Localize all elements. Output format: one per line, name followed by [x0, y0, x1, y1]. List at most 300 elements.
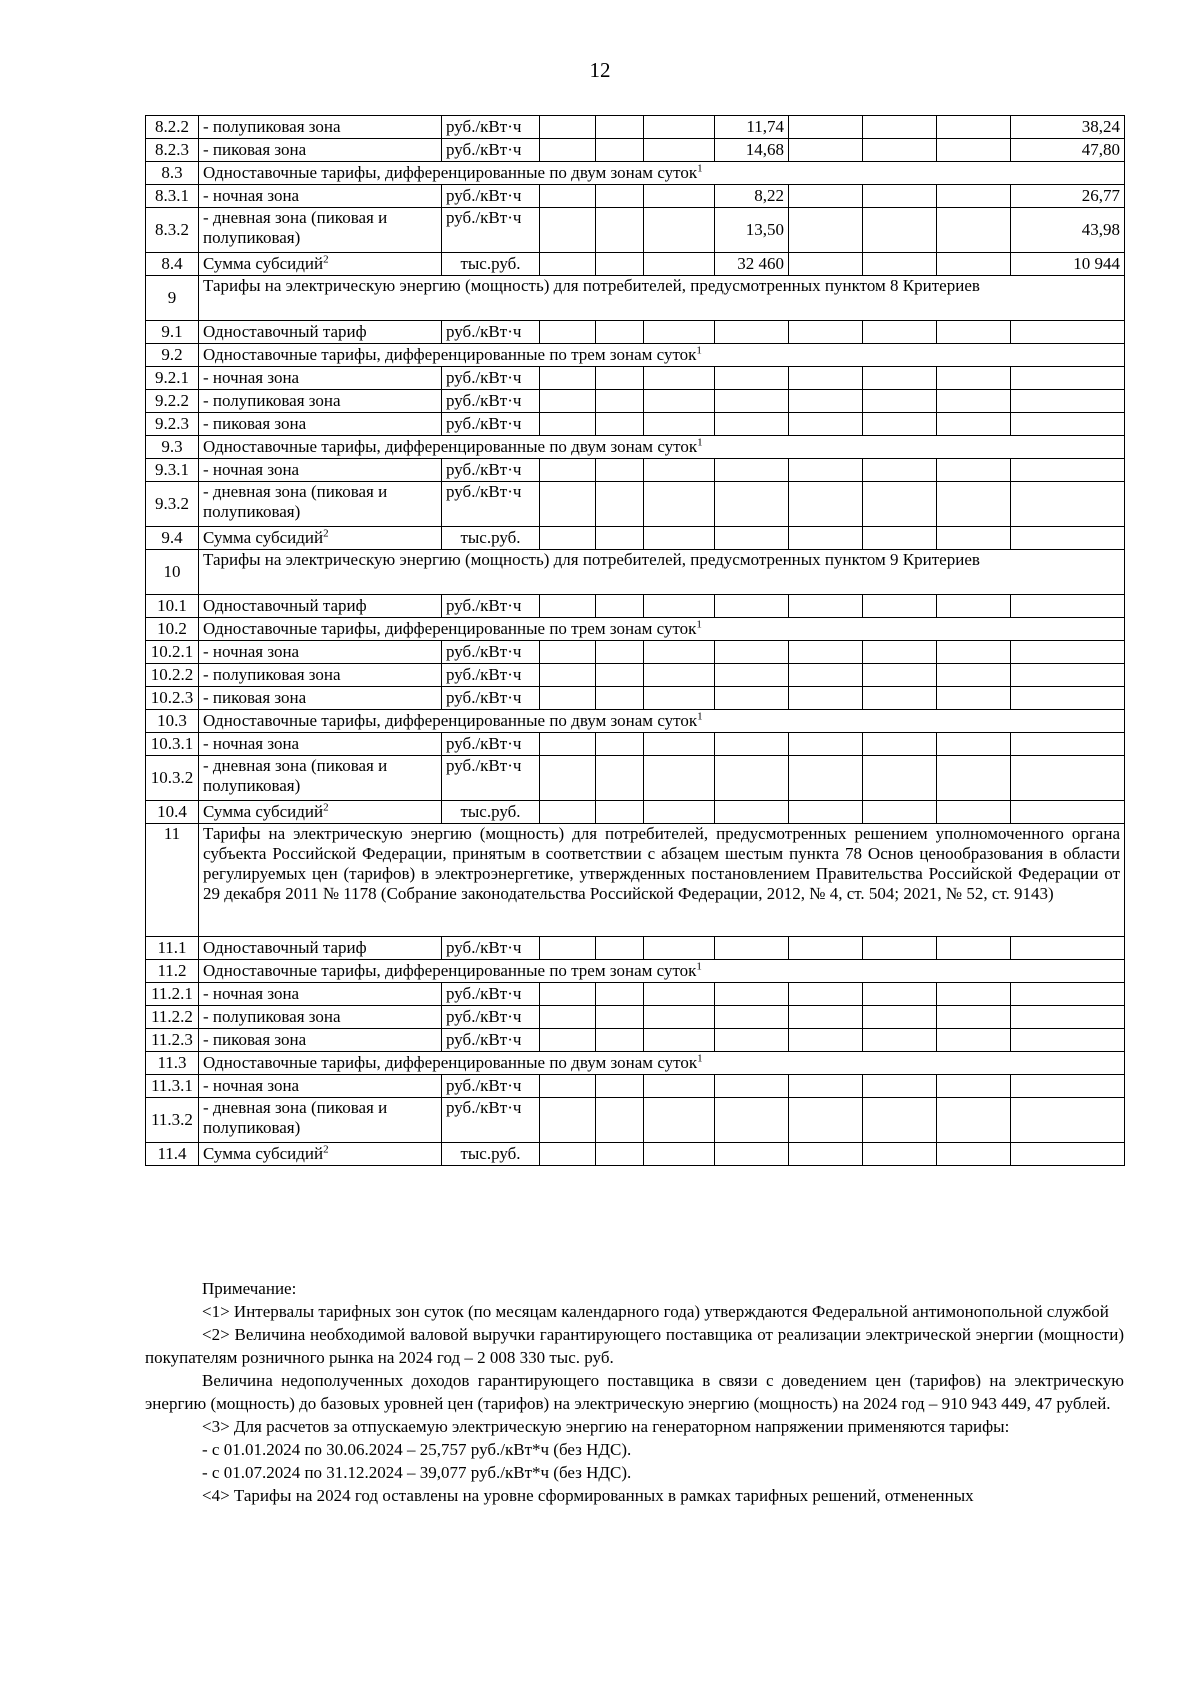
- table-row: [146, 687, 1125, 710]
- value-cell: [715, 756, 789, 801]
- table-row: [146, 139, 1125, 162]
- row-unit: руб./кВт·ч: [442, 208, 540, 253]
- row-unit: тыс.руб.: [442, 801, 540, 824]
- row-name: [199, 413, 442, 436]
- table-row: [146, 1006, 1125, 1029]
- row-number: 10.3.2: [146, 756, 199, 801]
- value-cell: [1011, 1029, 1125, 1052]
- value-cell: [863, 139, 937, 162]
- row-section-title: [199, 344, 1125, 367]
- value-cell: [596, 482, 644, 527]
- value-cell: [789, 139, 863, 162]
- value-cell: [540, 208, 596, 253]
- value-cell: [937, 208, 1011, 253]
- value-cell: [540, 459, 596, 482]
- footnote-ref: 2: [323, 527, 329, 540]
- value-cell: [937, 733, 1011, 756]
- table-row: [146, 116, 1125, 139]
- table-row: [146, 344, 1125, 367]
- row-unit: руб./кВт·ч: [442, 983, 540, 1006]
- row-number: 9.2.1: [146, 367, 199, 390]
- row-name: [199, 1075, 442, 1098]
- value-cell: [715, 1098, 789, 1143]
- value-cell: [644, 321, 715, 344]
- table-row: [146, 253, 1125, 276]
- value-cell: [863, 687, 937, 710]
- value-cell: [937, 664, 1011, 687]
- value-cell: [1011, 1143, 1125, 1166]
- value-cell: [644, 1098, 715, 1143]
- value-cell: [863, 1143, 937, 1166]
- value-cell: [540, 664, 596, 687]
- row-name-text: - ночная зона: [203, 642, 300, 661]
- row-section-title: [199, 824, 1125, 937]
- row-name-text: - ночная зона: [203, 460, 300, 479]
- table-row: [146, 960, 1125, 983]
- value-cell: [596, 208, 644, 253]
- value-cell: [540, 185, 596, 208]
- row-name-text: Сумма субсидий: [203, 802, 324, 821]
- value-cell: [596, 801, 644, 824]
- row-number: 10.3: [146, 710, 199, 733]
- section-title-text: Одноставочные тарифы, дифференцированные по двум зонам суток: [203, 1053, 698, 1072]
- row-unit: руб./кВт·ч: [442, 664, 540, 687]
- footnote-ref: 2: [323, 801, 329, 814]
- row-name-text: - дневная зона (пиковая и полупиковая): [203, 756, 388, 795]
- row-name: [199, 367, 442, 390]
- table-row: [146, 390, 1125, 413]
- row-number: 9.1: [146, 321, 199, 344]
- value-cell: [937, 1006, 1011, 1029]
- value-cell: [863, 733, 937, 756]
- tariff-table: [145, 115, 1125, 1166]
- value-cell: [715, 413, 789, 436]
- row-section-title: [199, 276, 1125, 321]
- section-title-text: Одноставочные тарифы, дифференцированные по трем зонам суток: [203, 345, 697, 364]
- value-cell: [789, 482, 863, 527]
- value-cell: [937, 459, 1011, 482]
- row-name: [199, 801, 442, 824]
- value-cell: [596, 756, 644, 801]
- footnote-ref: 1: [697, 710, 703, 723]
- value-cell: [863, 983, 937, 1006]
- row-name: [199, 390, 442, 413]
- footnote-ref: 1: [697, 1052, 703, 1065]
- row-unit: руб./кВт·ч: [442, 459, 540, 482]
- table-row: [146, 276, 1125, 321]
- row-number: 11.3: [146, 1052, 199, 1075]
- row-name-text: - ночная зона: [203, 734, 300, 753]
- row-name: [199, 595, 442, 618]
- value-cell: [540, 367, 596, 390]
- value-cell: [1011, 482, 1125, 527]
- row-number: 10.2.3: [146, 687, 199, 710]
- value-cell: [789, 208, 863, 253]
- value-cell: [644, 185, 715, 208]
- value-cell: [596, 367, 644, 390]
- value-cell: [863, 208, 937, 253]
- value-cell: [644, 413, 715, 436]
- value-cell: [863, 413, 937, 436]
- value-cell: [789, 459, 863, 482]
- row-name: [199, 185, 442, 208]
- row-name-text: - ночная зона: [203, 186, 300, 205]
- value-cell: [937, 641, 1011, 664]
- row-name: [199, 208, 442, 253]
- value-cell: [715, 367, 789, 390]
- value-cell: [789, 321, 863, 344]
- value-cell: [644, 208, 715, 253]
- value-cell: [863, 116, 937, 139]
- row-name-text: - ночная зона: [203, 1076, 300, 1095]
- row-name: [199, 1006, 442, 1029]
- value-cell: [540, 1143, 596, 1166]
- value-cell: [1011, 527, 1125, 550]
- value-cell: [644, 664, 715, 687]
- value-cell: [540, 687, 596, 710]
- value-cell: [937, 983, 1011, 1006]
- value-cell: [540, 482, 596, 527]
- value-cell: 13,50: [715, 208, 789, 253]
- row-number: 10.2.2: [146, 664, 199, 687]
- value-cell: [644, 1075, 715, 1098]
- row-number: 10.2.1: [146, 641, 199, 664]
- row-unit: руб./кВт·ч: [442, 185, 540, 208]
- row-name: [199, 139, 442, 162]
- table-row: [146, 208, 1125, 253]
- row-name-text: - дневная зона (пиковая и полупиковая): [203, 482, 388, 521]
- value-cell: [937, 116, 1011, 139]
- table-row: [146, 618, 1125, 641]
- note-2-continuation: Величина недополученных доходов гарантирующего поставщика в связи с доведением цен (тарифов) на электрическую энергию (мощность) до базовых уровней цен (тарифов) на электрическую энергию (мощность) на 2024 год – 910 943 449, 47 рублей.: [145, 1371, 1124, 1413]
- row-name-text: Сумма субсидий: [203, 528, 324, 547]
- value-cell: [863, 1098, 937, 1143]
- value-cell: [863, 595, 937, 618]
- value-cell: [937, 413, 1011, 436]
- value-cell: [596, 641, 644, 664]
- value-cell: [789, 641, 863, 664]
- value-cell: [644, 983, 715, 1006]
- value-cell: [863, 459, 937, 482]
- note-4: <4> Тарифы на 2024 год оставлены на уровне сформированных в рамках тарифных решений, отмененных: [202, 1486, 974, 1505]
- row-section-title: [199, 162, 1125, 185]
- row-number: 10.1: [146, 595, 199, 618]
- value-cell: [644, 253, 715, 276]
- value-cell: [1011, 1006, 1125, 1029]
- row-unit: тыс.руб.: [442, 253, 540, 276]
- row-number: 11: [146, 824, 199, 937]
- value-cell: [540, 1075, 596, 1098]
- value-cell: [789, 367, 863, 390]
- value-cell: [596, 595, 644, 618]
- value-cell: [715, 983, 789, 1006]
- value-cell: [596, 390, 644, 413]
- table-row: [146, 413, 1125, 436]
- value-cell: [715, 482, 789, 527]
- value-cell: [644, 937, 715, 960]
- row-section-title: [199, 436, 1125, 459]
- row-name: [199, 664, 442, 687]
- value-cell: [789, 687, 863, 710]
- value-cell: 10 944: [1011, 253, 1125, 276]
- value-cell: [937, 937, 1011, 960]
- row-number: 11.3.2: [146, 1098, 199, 1143]
- value-cell: [789, 185, 863, 208]
- row-name-text: - дневная зона (пиковая и полупиковая): [203, 208, 388, 247]
- value-cell: [1011, 937, 1125, 960]
- value-cell: [540, 1098, 596, 1143]
- value-cell: [1011, 687, 1125, 710]
- tariff-table-body: [146, 116, 1125, 1166]
- value-cell: [789, 253, 863, 276]
- value-cell: [1011, 459, 1125, 482]
- row-number: 11.2.1: [146, 983, 199, 1006]
- table-row: [146, 162, 1125, 185]
- row-number: 9.3: [146, 436, 199, 459]
- row-section-title: [199, 1052, 1125, 1075]
- value-cell: [1011, 321, 1125, 344]
- value-cell: [644, 733, 715, 756]
- value-cell: [540, 983, 596, 1006]
- table-row: [146, 733, 1125, 756]
- table-row: [146, 1143, 1125, 1166]
- value-cell: [715, 595, 789, 618]
- value-cell: [644, 116, 715, 139]
- value-cell: [1011, 1098, 1125, 1143]
- value-cell: [863, 937, 937, 960]
- value-cell: [937, 687, 1011, 710]
- value-cell: [715, 664, 789, 687]
- value-cell: [937, 1075, 1011, 1098]
- value-cell: [715, 801, 789, 824]
- value-cell: [789, 413, 863, 436]
- value-cell: [1011, 367, 1125, 390]
- row-unit: руб./кВт·ч: [442, 367, 540, 390]
- value-cell: [863, 1006, 937, 1029]
- table-row: [146, 937, 1125, 960]
- row-unit: руб./кВт·ч: [442, 1006, 540, 1029]
- value-cell: [863, 321, 937, 344]
- row-number: 11.2: [146, 960, 199, 983]
- table-row: [146, 756, 1125, 801]
- value-cell: [540, 139, 596, 162]
- value-cell: [540, 116, 596, 139]
- row-unit: тыс.руб.: [442, 1143, 540, 1166]
- value-cell: [596, 983, 644, 1006]
- row-name-text: - ночная зона: [203, 368, 300, 387]
- row-unit: руб./кВт·ч: [442, 1075, 540, 1098]
- value-cell: [540, 756, 596, 801]
- value-cell: [596, 937, 644, 960]
- row-name-text: Одноставочный тариф: [203, 596, 367, 615]
- value-cell: [863, 641, 937, 664]
- value-cell: [715, 641, 789, 664]
- row-unit: руб./кВт·ч: [442, 321, 540, 344]
- value-cell: [863, 1029, 937, 1052]
- table-row: [146, 482, 1125, 527]
- value-cell: [715, 527, 789, 550]
- row-number: 9.2.2: [146, 390, 199, 413]
- value-cell: 11,74: [715, 116, 789, 139]
- value-cell: [596, 116, 644, 139]
- row-name: [199, 321, 442, 344]
- footnote-ref: 1: [697, 436, 703, 449]
- value-cell: [644, 595, 715, 618]
- table-row: [146, 367, 1125, 390]
- row-number: 10: [146, 550, 199, 595]
- row-unit: руб./кВт·ч: [442, 641, 540, 664]
- page-number: 12: [589, 58, 611, 82]
- row-number: 11.2.2: [146, 1006, 199, 1029]
- row-section-title: [199, 710, 1125, 733]
- value-cell: [789, 1029, 863, 1052]
- row-number: 8.3.2: [146, 208, 199, 253]
- table-row: [146, 550, 1125, 595]
- value-cell: [644, 1029, 715, 1052]
- row-unit: руб./кВт·ч: [442, 1029, 540, 1052]
- row-section-title: [199, 618, 1125, 641]
- row-number: 8.3: [146, 162, 199, 185]
- section-title-text: Одноставочные тарифы, дифференцированные по двум зонам суток: [203, 163, 698, 182]
- row-number: 11.3.1: [146, 1075, 199, 1098]
- table-row: [146, 641, 1125, 664]
- note-2: <2> Величина необходимой валовой выручки гарантирующего поставщика от реализации электрической энергии (мощности) покупателям розничного рынка на 2024 год – 2 008 330 тыс. руб.: [145, 1325, 1124, 1367]
- table-row: [146, 436, 1125, 459]
- section-title-text: Одноставочные тарифы, дифференцированные по двум зонам суток: [203, 437, 698, 456]
- value-cell: [644, 756, 715, 801]
- value-cell: [644, 1143, 715, 1166]
- row-number: 11.2.3: [146, 1029, 199, 1052]
- value-cell: [644, 139, 715, 162]
- table-row: [146, 710, 1125, 733]
- value-cell: [863, 253, 937, 276]
- section-title-text: Одноставочные тарифы, дифференцированные по трем зонам суток: [203, 961, 697, 980]
- row-name-text: - пиковая зона: [203, 414, 307, 433]
- value-cell: 32 460: [715, 253, 789, 276]
- table-row: [146, 1029, 1125, 1052]
- row-unit: руб./кВт·ч: [442, 390, 540, 413]
- value-cell: [937, 482, 1011, 527]
- row-number: 8.3.1: [146, 185, 199, 208]
- value-cell: [1011, 390, 1125, 413]
- row-unit: руб./кВт·ч: [442, 116, 540, 139]
- row-name-text: - пиковая зона: [203, 688, 307, 707]
- value-cell: [596, 733, 644, 756]
- value-cell: [937, 367, 1011, 390]
- value-cell: [596, 687, 644, 710]
- row-name: [199, 687, 442, 710]
- value-cell: [596, 253, 644, 276]
- footnote-ref: 1: [696, 618, 702, 631]
- section-title-text: Тарифы на электрическую энергию (мощность) для потребителей, предусмотренных пунктом 9 Критериев: [203, 550, 980, 569]
- row-name: [199, 1029, 442, 1052]
- value-cell: [789, 1098, 863, 1143]
- value-cell: [937, 321, 1011, 344]
- row-name: [199, 1143, 442, 1166]
- value-cell: 38,24: [1011, 116, 1125, 139]
- note-3-item-1: - с 01.01.2024 по 30.06.2024 – 25,757 руб./кВт*ч (без НДС).: [202, 1440, 632, 1459]
- row-number: 8.4: [146, 253, 199, 276]
- row-number: 11.4: [146, 1143, 199, 1166]
- value-cell: [789, 733, 863, 756]
- table-row: [146, 983, 1125, 1006]
- row-number: 8.2.3: [146, 139, 199, 162]
- value-cell: [596, 527, 644, 550]
- value-cell: [863, 664, 937, 687]
- row-name: [199, 482, 442, 527]
- value-cell: [715, 390, 789, 413]
- value-cell: [937, 1143, 1011, 1166]
- row-unit: руб./кВт·ч: [442, 733, 540, 756]
- row-name: [199, 756, 442, 801]
- row-number: 9.2.3: [146, 413, 199, 436]
- row-unit: руб./кВт·ч: [442, 1098, 540, 1143]
- row-name-text: - дневная зона (пиковая и полупиковая): [203, 1098, 388, 1137]
- value-cell: [540, 801, 596, 824]
- value-cell: 26,77: [1011, 185, 1125, 208]
- value-cell: [715, 1029, 789, 1052]
- row-number: 9.2: [146, 344, 199, 367]
- value-cell: [789, 983, 863, 1006]
- value-cell: [644, 367, 715, 390]
- value-cell: [863, 185, 937, 208]
- value-cell: [596, 1143, 644, 1166]
- value-cell: [540, 641, 596, 664]
- value-cell: [540, 1006, 596, 1029]
- footnote-ref: 1: [696, 344, 702, 357]
- row-unit: руб./кВт·ч: [442, 139, 540, 162]
- value-cell: [596, 1098, 644, 1143]
- value-cell: [540, 321, 596, 344]
- row-name: [199, 983, 442, 1006]
- row-name-text: - полупиковая зона: [203, 665, 341, 684]
- table-row: [146, 595, 1125, 618]
- value-cell: [715, 937, 789, 960]
- row-name-text: Сумма субсидий: [203, 254, 324, 273]
- value-cell: [596, 1006, 644, 1029]
- value-cell: [644, 482, 715, 527]
- row-unit: руб./кВт·ч: [442, 756, 540, 801]
- value-cell: [863, 801, 937, 824]
- value-cell: [596, 459, 644, 482]
- value-cell: [644, 390, 715, 413]
- table-row: [146, 185, 1125, 208]
- row-section-title: [199, 550, 1125, 595]
- value-cell: [596, 321, 644, 344]
- value-cell: [715, 459, 789, 482]
- row-number: 9.3.1: [146, 459, 199, 482]
- table-row: [146, 459, 1125, 482]
- row-name-text: Одноставочный тариф: [203, 322, 367, 341]
- row-name-text: - пиковая зона: [203, 1030, 307, 1049]
- value-cell: [789, 1075, 863, 1098]
- value-cell: [715, 687, 789, 710]
- row-number: 9.3.2: [146, 482, 199, 527]
- value-cell: [715, 1143, 789, 1166]
- note-1: <1> Интервалы тарифных зон суток (по месяцам календарного года) утверждаются Федеральной антимонопольной службой: [202, 1302, 1109, 1321]
- table-row: [146, 801, 1125, 824]
- row-number: 8.2.2: [146, 116, 199, 139]
- table-row: [146, 1075, 1125, 1098]
- value-cell: [789, 1143, 863, 1166]
- value-cell: [789, 527, 863, 550]
- value-cell: [596, 1075, 644, 1098]
- section-title-text: Тарифы на электрическую энергию (мощность) для потребителей, предусмотренных решением уполномоченного органа субъекта Российской Федерации, принятым в соответствии с абзацем шестым пункта 78 Основ ценообразования в области регулируемых цен (тарифов) в электроэнергетике, утвержденных постановлением Правительства Российской Федерации от 29 декабря 2011 № 1178 (Собрание законодательства Российской Федерации, 2012, № 4, ст. 504; 2021, № 52, ст. 9143): [203, 824, 1120, 903]
- row-number: 10.3.1: [146, 733, 199, 756]
- value-cell: [937, 801, 1011, 824]
- row-name-text: Одноставочный тариф: [203, 938, 367, 957]
- row-name-text: - пиковая зона: [203, 140, 307, 159]
